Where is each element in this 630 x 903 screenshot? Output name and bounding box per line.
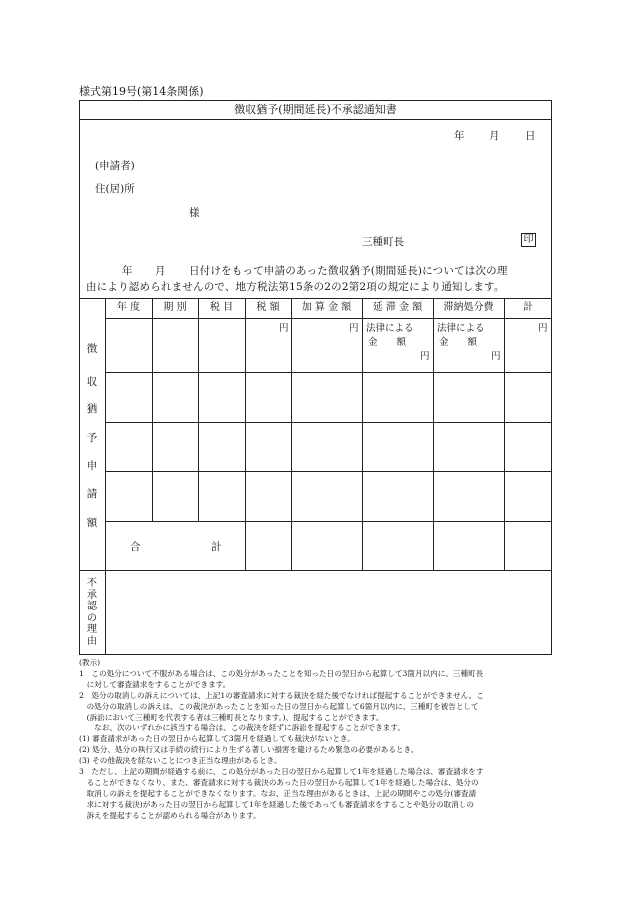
amount-label: 金 額 — [439, 337, 478, 348]
note-line: 3 ただし、上記の期間が経過する前に、この処分があった日の翌日から起算して1年を経過した場合は、審査請求をす — [79, 767, 484, 777]
address-label: 住(居)所 — [95, 183, 135, 195]
header-delinquency-amount: 延 滞 金 額 — [372, 302, 423, 313]
issuer-name: 三種町長 — [362, 236, 404, 248]
side-label-char: 申 — [86, 460, 98, 472]
note-line: 2 処分の取消しの訴えについては、上記1の審査請求に対する裁決を経た後でなければ提起することができません。こ — [79, 690, 484, 700]
instruction-notes — [79, 658, 559, 822]
applicant-heading: (申請者) — [95, 160, 135, 172]
note-line: 1 この処分について不服がある場合は、この処分があったことを知った日の翌日から起算して3箇月以内に、三種町長 — [79, 668, 484, 678]
header-period: 期 別 — [163, 302, 187, 313]
body-line1: 日付けをもって申請のあった徴収猶予(期間延長)については次の理 — [189, 265, 508, 277]
unit-yen: 円 — [420, 351, 430, 362]
header-fiscal-year: 年 度 — [116, 302, 141, 313]
form-number: 様式第19号(第14条関係) — [79, 85, 204, 98]
body-line2: 由により認められませんので、地方税法第15条の2の2第2項の規定により通知します。 — [86, 281, 505, 293]
side-label-char: 予 — [86, 432, 98, 444]
note-line: ることができなくなり、また、審査請求に対する裁決のあった日の翌日から起算して1年を経過した場合は、処分の — [79, 777, 479, 787]
header-tax-item: 税 目 — [209, 302, 234, 313]
amount-label: 金 額 — [368, 337, 407, 348]
note-line: の処分の取消しの訴えは、この裁決があったことを知った日の翌日から起算して6箇月以内に、三種町を被告として — [79, 701, 479, 711]
note-line: なお、次のいずれかに該当する場合は、この裁決を経ずに訴訟を提起することができます。 — [79, 723, 405, 733]
reason-label: 不 承 認 の 理 由 — [87, 578, 97, 647]
date-month-label: 月 — [489, 130, 500, 142]
by-law-label: 法律による — [437, 323, 485, 334]
side-label-char: 請 — [86, 488, 98, 500]
note-line: 取消しの訴えを提起することができなくなります。なお、正当な理由があるときは、上記の期間やこの処分(審査請 — [79, 788, 477, 798]
side-label-char: 徴 — [86, 343, 98, 355]
document-title: 徴収猶予(期間延長)不承認通知書 — [79, 100, 552, 120]
header-additional-amount: 加 算 金 額 — [301, 302, 352, 313]
unit-yen: 円 — [538, 323, 548, 334]
date-day-label: 日 — [525, 130, 536, 142]
body-year: 年 — [122, 265, 133, 277]
reason-divider — [105, 570, 106, 655]
header-total: 計 — [523, 302, 533, 313]
note-line: (2) 処分、処分の執行又は手続の続行により生ずる著しい損害を避けるため緊急の必要があるとき。 — [79, 745, 419, 755]
side-label-char: 収 — [86, 376, 98, 388]
seal-mark: 印 — [521, 233, 536, 247]
note-line: (3) その他裁決を経ないことにつき正当な理由があるとき。 — [79, 756, 282, 766]
unit-yen: 円 — [349, 323, 359, 334]
deferral-amount-table — [79, 298, 552, 570]
honorific-label: 様 — [189, 207, 200, 219]
note-line: (教示) — [79, 658, 101, 667]
note-line: 訴えを提起することが認められる場合があります。 — [79, 810, 261, 820]
side-label-char: 額 — [86, 517, 98, 529]
total-label-a: 合 — [130, 541, 141, 553]
total-label-b: 計 — [211, 541, 222, 553]
note-line: (訴訟において三種町を代表する者は三種町長となります。)、提起することができます。 — [79, 712, 384, 722]
side-label-char: 猶 — [86, 403, 98, 415]
unit-yen: 円 — [491, 351, 501, 362]
by-law-label: 法律による — [366, 323, 414, 334]
header-disposition-cost: 滞納処分費 — [443, 302, 494, 313]
body-month: 月 — [155, 265, 166, 277]
date-year-label: 年 — [454, 130, 465, 142]
header-tax-amount: 税 額 — [256, 302, 280, 313]
note-line: 求に対する裁決)があった日の翌日から起算して1年を経過した後であっても審査請求をすることや処分の取消しの — [79, 799, 474, 809]
note-line: (1) 審査請求があった日の翌日から起算して3箇月を経過しても裁決がないとき。 — [79, 734, 355, 744]
note-line: に対して審査請求をすることができます。 — [79, 679, 231, 689]
unit-yen: 円 — [279, 323, 289, 334]
